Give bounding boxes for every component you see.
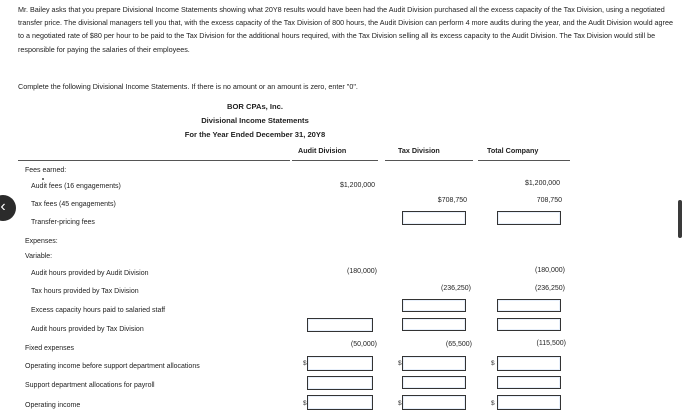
header-divider-tax (385, 160, 473, 161)
row-label-tax-fees: Tax fees (45 engagements) (31, 201, 116, 208)
dollar-sign-audit-operating-income: $ (303, 400, 307, 407)
row-label-transfer-pricing: Transfer-pricing fees (31, 219, 95, 226)
audit-hours-tax-tax-input[interactable] (402, 318, 466, 331)
audit-hours-audit-value: (180,000) (347, 268, 377, 275)
audit-hours-tax-audit-input[interactable] (307, 318, 373, 332)
row-label-audit-hours-audit: Audit hours provided by Audit Division (31, 270, 149, 277)
row-label-audit-fees: Audit fees (16 engagements) (31, 183, 121, 190)
support-alloc-tax-input[interactable] (402, 376, 466, 389)
row-label-variable: Variable: (25, 253, 53, 260)
row-label-audit-hours-tax: Audit hours provided by Tax Division (31, 326, 144, 333)
excess-capacity-tax-input[interactable] (402, 299, 466, 312)
transfer-pricing-tax-input[interactable] (402, 211, 466, 225)
row-label-excess-capacity: Excess capacity hours paid to salaried staff (31, 307, 166, 314)
dollar-sign-audit-operating-before: $ (303, 360, 307, 367)
header-divider-audit (292, 160, 378, 161)
dollar-sign-tax-operating-income: $ (398, 400, 402, 407)
fixed-expenses-total-value: (115,500) (536, 340, 566, 347)
excess-capacity-total-input[interactable] (497, 299, 561, 312)
operating-before-total-input[interactable] (497, 356, 561, 371)
tax-hours-tax-value: (236,250) (441, 285, 471, 292)
chevron-left-icon[interactable]: ‹ (0, 195, 16, 221)
audit-hours-total-value: (180,000) (535, 267, 565, 274)
row-label-operating-income: Operating income (25, 402, 81, 409)
support-alloc-total-input[interactable] (497, 376, 561, 389)
transfer-pricing-total-input[interactable] (497, 211, 561, 225)
row-label-tax-hours-tax: Tax hours provided by Tax Division (31, 288, 139, 295)
operating-before-tax-input[interactable] (402, 356, 466, 371)
audit-hours-tax-total-input[interactable] (497, 318, 561, 331)
fixed-expenses-tax-value: (65,500) (445, 341, 472, 348)
statement-title: Divisional Income Statements (201, 116, 309, 125)
column-total-company: Total Company (487, 146, 539, 155)
header-divider-label (18, 160, 290, 161)
dollar-sign-tax-operating-before: $ (398, 360, 402, 367)
operating-income-tax-input[interactable] (402, 395, 466, 410)
dollar-sign-total-operating-income: $ (491, 400, 495, 407)
row-label-operating-before: Operating income before support department allocations (25, 363, 200, 370)
column-tax-division: Tax Division (398, 146, 440, 155)
operating-before-audit-input[interactable] (307, 356, 373, 371)
scrollbar[interactable] (678, 200, 682, 238)
cursor-dot (42, 178, 44, 180)
tax-fees-tax-value: $708,750 (437, 197, 467, 204)
support-alloc-audit-input[interactable] (307, 376, 373, 390)
header-divider-total (478, 160, 570, 161)
audit-fees-total-value: $1,200,000 (524, 180, 560, 187)
instructions: Complete the following Divisional Income Statements. If there is no amount or an amount is zero, enter "0". (18, 82, 358, 91)
row-label-fees-earned: Fees earned: (25, 167, 67, 174)
audit-fees-audit-value: $1,200,000 (339, 182, 375, 189)
problem-intro: Mr. Bailey asks that you prepare Divisional Income Statements showing what 20Y8 results would have been had the Audit Division purchased all the excess capacity of the Tax Division, using a negotiated transfer price. The divisional managers tell you that, with the excess capacity of the Tax Division of 800 hours, the Audit Division can perform 4 more audits during the year, and the Audit Division would agree to a negotiated rate of $80 per hour to be paid to the Tax Division for the additional hours required, with the Tax Division selling all its excess capacity to the Audit Division. The Tax Division would still be responsible for paying the salaries of their employees. (18, 5, 673, 54)
row-label-support-alloc: Support department allocations for payroll (25, 382, 155, 389)
operating-income-total-input[interactable] (497, 395, 561, 410)
row-label-fixed-expenses: Fixed expenses (25, 345, 75, 352)
operating-income-audit-input[interactable] (307, 395, 373, 410)
row-label-expenses: Expenses: (25, 238, 58, 245)
fixed-expenses-audit-value: (50,000) (350, 341, 377, 348)
tax-hours-total-value: (236,250) (535, 285, 565, 292)
statement-period: For the Year Ended December 31, 20Y8 (184, 130, 326, 139)
dollar-sign-total-operating-before: $ (491, 360, 495, 367)
company-name: BOR CPAs, Inc. (227, 102, 283, 111)
column-audit-division: Audit Division (298, 146, 347, 155)
tax-fees-total-value: 708,750 (536, 197, 562, 204)
